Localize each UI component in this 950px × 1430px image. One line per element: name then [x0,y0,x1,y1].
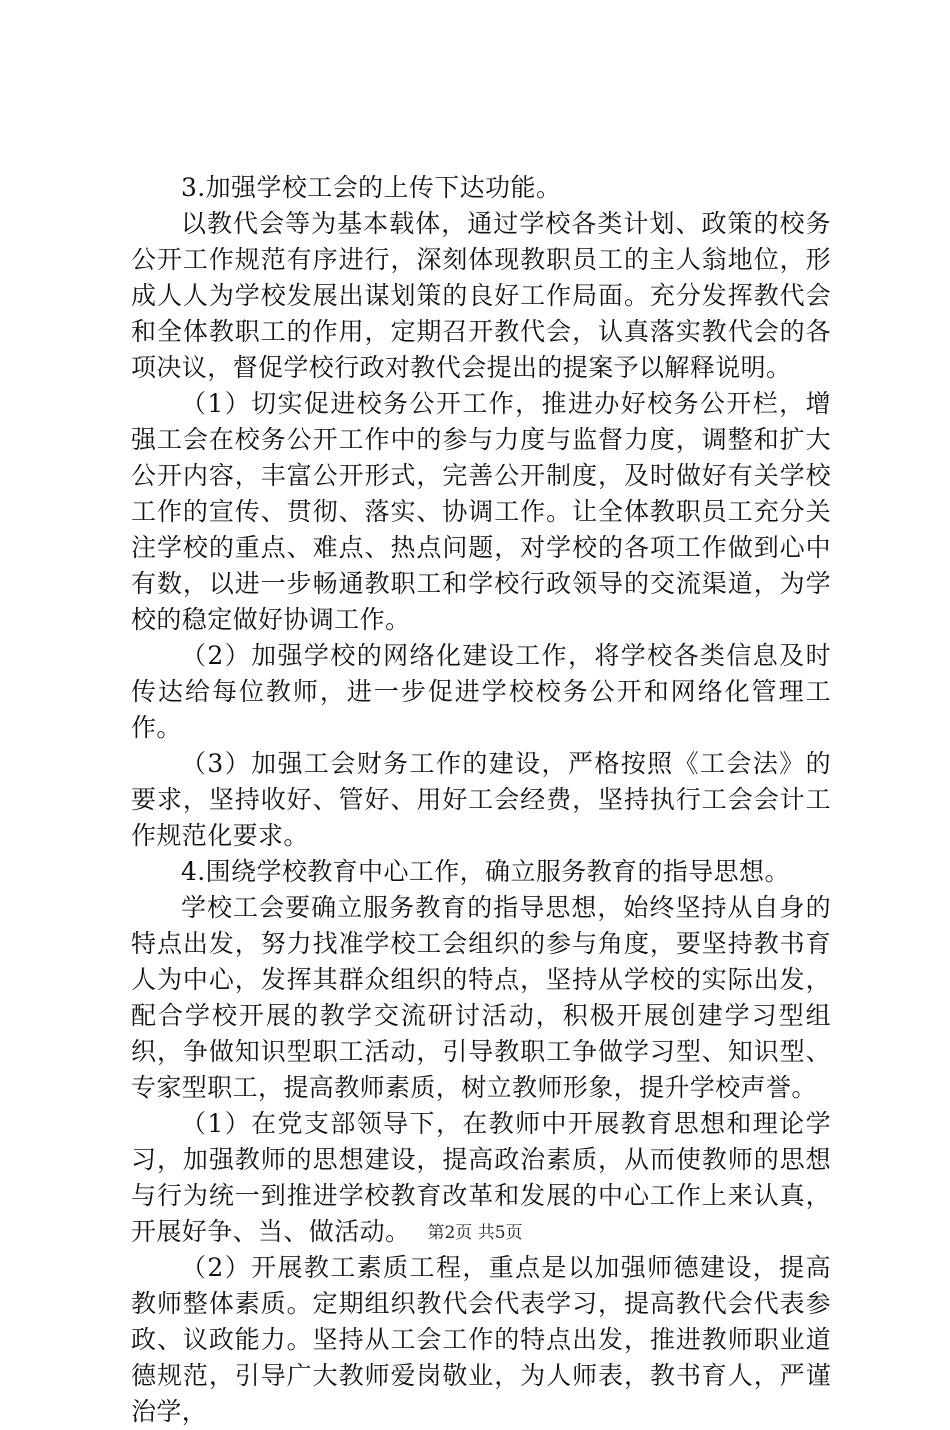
page-number-footer: 第2页 共5页 [427,1223,523,1243]
list-item-2: （2）开展教工素质工程，重点是以加强师德建设，提高教师整体素质。定期组织教代会代表学习，提高教代会代表参政、议政能力。坚持从工会工作的特点出发，推进教师职业道德规范，引导广大教师爱岗敬业，为人师表，教书育人，严谨治学， [131,1253,831,1426]
body-paragraph: 学校工会要确立服务教育的指导思想，始终坚持从自身的特点出发，努力找准学校工会组织的参与角度，要坚持教书育人为中心，发挥其群众组织的特点，坚持从学校的实际出发，配合学校开展的教学交流研讨活动，积极开展创建学习型组织，争做知识型职工活动，引导教职工争做学习型、知识型、专家型职工，提高教师素质，树立教师形象，提升学校声誉。 [131,893,831,1102]
list-item-2: （2）加强学校的网络化建设工作，将学校各类信息及时传达给每位教师，进一步促进学校校务公开和网络化管理工作。 [131,641,831,742]
section-heading-3: 3.加强学校工会的上传下达功能。 [181,173,562,202]
list-item-1: （1）在党支部领导下，在教师中开展教育思想和理论学习，加强教师的思想建设，提高政治素质，从而使教师的思想与行为统一到推进学校教育改革和发展的中心工作上来认真，开展好争、当、做活动。 [131,1109,831,1246]
section-heading-4: 4.围绕学校教育中心工作，确立服务教育的指导思想。 [181,857,790,886]
list-item-3: （3）加强工会财务工作的建设，严格按照《工会法》的要求，坚持收好、管好、用好工会经费，坚持执行工会会计工作规范化要求。 [131,749,831,850]
body-paragraph: 以教代会等为基本载体，通过学校各类计划、政策的校务公开工作规范有序进行，深刻体现教职员工的主人翁地位，形成人人为学校发展出谋划策的良好工作局面。充分发挥教代会和全体教职工的作用，定期召开教代会，认真落实教代会的各项决议，督促学校行政对教代会提出的提案予以解释说明。 [131,209,831,382]
list-item-1: （1）切实促进校务公开工作，推进办好校务公开栏，增强工会在校务公开工作中的参与力度与监督力度，调整和扩大公开内容，丰富公开形式，完善公开制度，及时做好有关学校工作的宣传、贯彻、落实、协调工作。让全体教职员工充分关注学校的重点、难点、热点问题，对学校的各项工作做到心中有数，以进一步畅通教职工和学校行政领导的交流渠道，为学校的稳定做好协调工作。 [131,389,831,634]
